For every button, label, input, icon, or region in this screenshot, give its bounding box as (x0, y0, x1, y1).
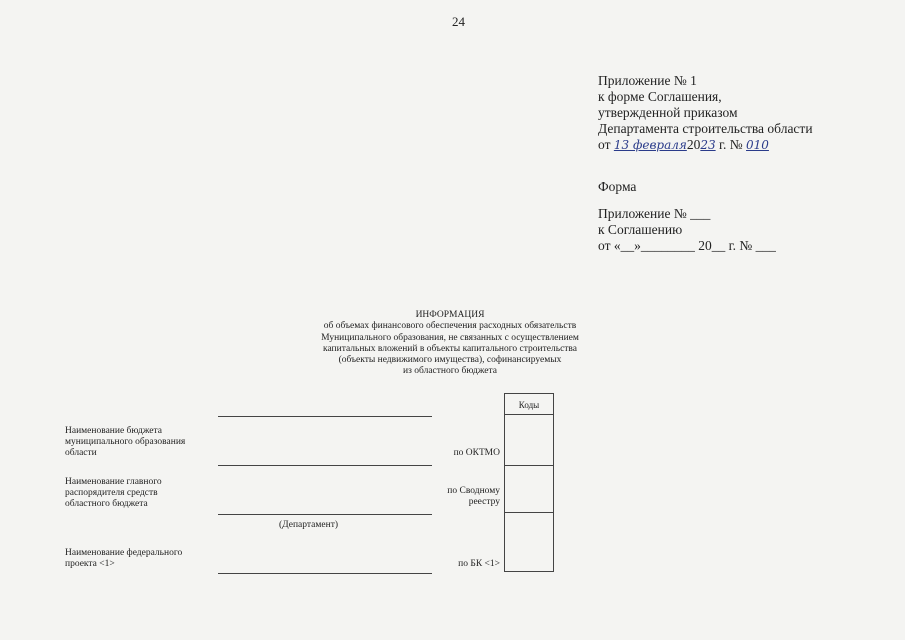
appendix-2-block (598, 206, 776, 254)
codes-row-divider (505, 512, 553, 513)
project-label (65, 548, 182, 570)
appendix-1-block (598, 73, 813, 153)
page-number: 24 (452, 14, 465, 29)
title-line2: Муниципального образования, не связанных с осуществлением (321, 332, 579, 343)
budget-name-label-line3: области (65, 448, 97, 458)
appendix-1-line4: Департамента строительства области (598, 121, 813, 136)
registry-label-line2: реестру (468, 497, 500, 507)
appendix-2-line1: Приложение № ___ (598, 206, 711, 221)
department-caption: (Департамент) (279, 520, 339, 530)
appendix-1-line2: к форме Соглашения, (598, 89, 722, 104)
bk-label: по БК <1> (458, 559, 500, 569)
title-heading: ИНФОРМАЦИЯ (415, 310, 485, 320)
budget-name-label (65, 426, 185, 459)
project-label-line2: проекта <1> (65, 559, 115, 569)
document-title (310, 310, 590, 378)
handwritten-date: 13 февраля (613, 138, 687, 152)
budget-name-underline (218, 416, 432, 417)
registry-label-line1: по Сводному (447, 486, 500, 496)
registry-label (430, 486, 500, 508)
codes-row-divider (505, 465, 553, 466)
date-year-prefix: 20 (686, 137, 701, 152)
oktmo-label: по ОКТМО (453, 448, 500, 458)
manager-label-line2: распорядителя средств (65, 488, 158, 498)
handwritten-number: 010 (746, 138, 769, 152)
manager-underline (218, 465, 432, 466)
title-line3: капитальных вложений в объекты капитального строительства (322, 343, 578, 354)
manager-label-line3: областного бюджета (65, 499, 148, 509)
date-year-suffix: г. № (719, 137, 743, 152)
codes-header: Коды (505, 394, 553, 415)
appendix-2-line2: к Соглашению (598, 222, 683, 237)
manager-label (65, 477, 162, 510)
budget-name-label-line1: Наименование бюджета (65, 426, 162, 436)
project-label-line1: Наименование федерального (65, 548, 183, 558)
manager-label-line1: Наименование главного (65, 477, 162, 487)
codes-table (504, 393, 554, 572)
title-line1: об объемах финансового обеспечения расходных обязательств (323, 321, 577, 332)
appendix-1-line1: Приложение № 1 (598, 73, 697, 88)
handwritten-year: 23 (700, 138, 716, 152)
budget-name-label-line2: муниципального образования (65, 437, 186, 447)
project-underline (218, 573, 432, 574)
form-label: Форма (598, 179, 637, 194)
appendix-1-line3: утвержденной приказом (598, 105, 738, 120)
appendix-1-date-line (598, 137, 813, 153)
title-line5: из областного бюджета (403, 366, 497, 377)
department-underline (218, 514, 432, 515)
title-line4: (объекты недвижимого имущества), софинансируемых (338, 355, 562, 366)
date-prefix: от (598, 137, 611, 152)
appendix-2-line3: от «__»________ 20__ г. № ___ (598, 238, 776, 253)
